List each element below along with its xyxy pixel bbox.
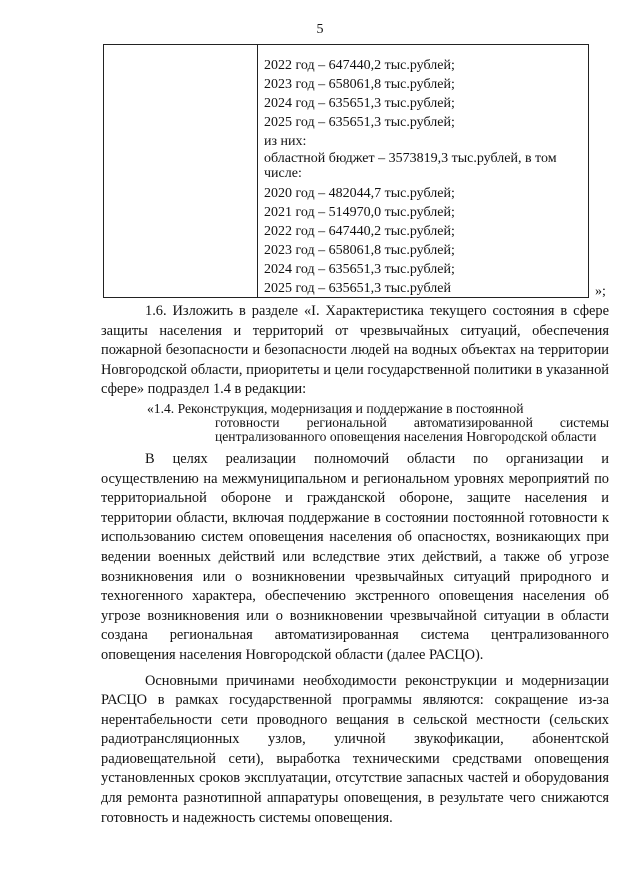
subsection-heading xyxy=(101,402,609,444)
table-line: 2023 год – 658061,8 тыс.рублей; xyxy=(264,243,455,258)
table-line: 2024 год – 635651,3 тыс.рублей; xyxy=(264,262,455,277)
table-line: 2022 год – 647440,2 тыс.рублей; xyxy=(264,58,455,73)
subsection-heading-rest: готовности региональной автоматизированной системы централизованного оповещения населения Новгородской области xyxy=(215,414,609,444)
table-line: из них: xyxy=(264,134,307,149)
table-line: 2024 год – 635651,3 тыс.рублей; xyxy=(264,96,455,111)
table-line: 2020 год – 482044,7 тыс.рублей; xyxy=(264,186,455,201)
subsection-heading-first-line: «1.4. Реконструкция, модернизация и поддержание в постоянной xyxy=(147,400,524,416)
table-line: 2021 год – 514970,0 тыс.рублей; xyxy=(264,205,455,220)
table-column-divider xyxy=(257,45,258,297)
page-number: 5 xyxy=(316,22,324,37)
budget-table xyxy=(103,44,589,298)
instruction-paragraph: 1.6. Изложить в разделе «I. Характеристика текущего состояния в сфере защиты населения и территорий от чрезвычайных ситуаций, обеспечения пожарной безопасности и безопасности людей на водных объектах на территории Новгородской области, приоритеты и цели государственной политики в указанной сфере» подраздел 1.4 в редакции: xyxy=(101,303,609,398)
body-paragraph: В целях реализации полномочий области по организации и осуществлению на межмуниципальном и региональном уровнях мероприятий по территориальной обороне и гражданской обороне, защите населения и территории области, включая поддержание в состоянии постоянной готовности к использованию систем оповещения населения об опасностях, возникающих при ведении военных действий или вследствие этих действий, а также об угрозе возникновения или о возникновении чрезвычайных ситуаций природного и техногенного характера, обеспечению экстренного оповещения населения об угрозе возникновения или о возникновении чрезвычайной ситуации в области создана региональная автоматизированная система централизованного оповещения населения Новгородской области (далее РАСЦО). xyxy=(101,450,609,663)
body-paragraph: Основными причинами необходимости реконструкции и модернизации РАСЦО в рамках государственной программы являются: сокращение из-за нерентабельности сети проводного вещания в сельской местности (сельских радиотрансляционных узлов, уличной звукофикации, абонентской радиовещательной сети), выработка техническими средствами оповещения установленных сроков эксплуатации, отсутствие запасных частей и оборудования для ремонта разнотипной аппаратуры оповещения, в результате чего снижаются готовность и надежность системы оповещения. xyxy=(101,672,609,826)
table-line: областной бюджет – 3573819,3 тыс.рублей, в том числе: xyxy=(264,151,557,181)
table-closing-quote: »; xyxy=(595,284,606,299)
table-line: 2023 год – 658061,8 тыс.рублей; xyxy=(264,77,455,92)
table-right-cell xyxy=(264,56,584,298)
document-body xyxy=(101,302,609,828)
table-line: 2025 год – 635651,3 тыс.рублей; xyxy=(264,115,455,130)
table-line: 2025 год – 635651,3 тыс.рублей xyxy=(264,281,451,296)
table-line: 2022 год – 647440,2 тыс.рублей; xyxy=(264,224,455,239)
